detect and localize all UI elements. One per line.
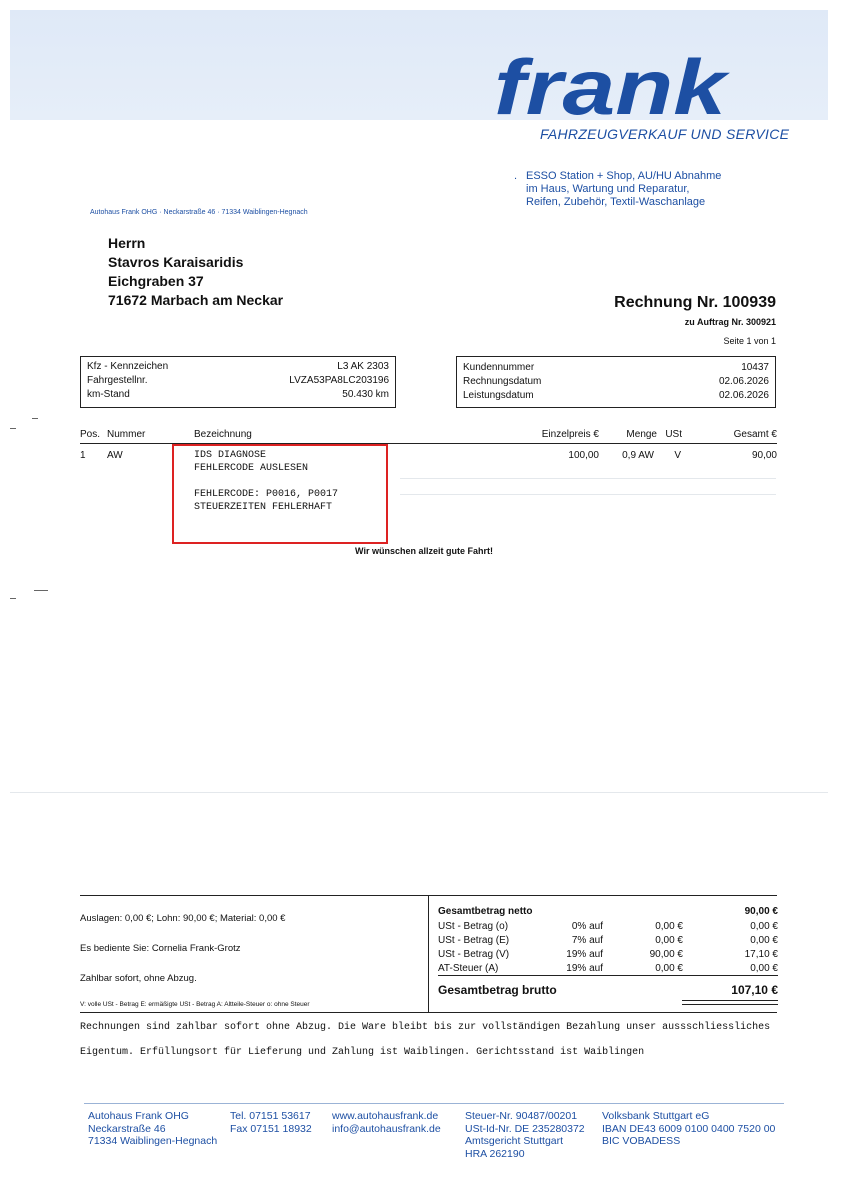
faint-line	[400, 478, 776, 479]
brutto-label: Gesamtbetrag brutto	[438, 983, 557, 997]
tax-row	[438, 921, 778, 934]
tax-label: USt - Betrag (o)	[438, 921, 509, 932]
payment-terms: Zahlbar sofort, ohne Abzug.	[80, 973, 197, 984]
customer-row	[463, 375, 769, 389]
terms-line: Eigentum. Erfüllungsort für Lieferung und Zahlung ist Waiblingen. Gerichtsstand ist Waiblingen	[80, 1047, 645, 1058]
total-brutto	[438, 983, 778, 999]
footer-text: Amtsgericht Stuttgart	[465, 1135, 564, 1147]
tax-label: USt - Betrag (V)	[438, 949, 510, 960]
recipient-line: Stavros Karaisaridis	[108, 254, 244, 270]
footer-phone	[230, 1110, 312, 1135]
customer-row	[463, 389, 769, 403]
tax-amount: 0,00 €	[750, 963, 778, 974]
row-ust: V	[674, 450, 681, 461]
vehicle-row	[87, 374, 389, 388]
customer-label: Rechnungsdatum	[463, 376, 542, 387]
footer-bank	[602, 1110, 775, 1148]
col-ust: USt	[665, 429, 682, 440]
col-gesamt: Gesamt €	[733, 429, 777, 440]
tax-base: 90,00 €	[649, 949, 683, 960]
highlight-box	[172, 444, 388, 544]
faint-line	[10, 792, 828, 793]
customer-label: Leistungsdatum	[463, 390, 534, 401]
invoice-page: Seite 1 von 1	[723, 336, 776, 346]
vehicle-value: L3 AK 2303	[337, 361, 389, 372]
tax-row	[438, 963, 778, 976]
footer-link[interactable]: info@autohausfrank.de	[332, 1122, 441, 1135]
recipient-line: Herrn	[108, 235, 146, 251]
summary-divider	[428, 896, 429, 1012]
tax-rate: 0% auf	[571, 921, 603, 932]
invoice-title: Rechnung Nr. 100939	[614, 294, 776, 311]
footer-text: Tel. 07151 53617	[230, 1110, 311, 1122]
invoice-order: zu Auftrag Nr. 300921	[684, 317, 776, 327]
tax-amount: 0,00 €	[750, 935, 778, 946]
footer-web	[332, 1110, 441, 1135]
terms-line: Rechnungen sind zahlbar sofort ohne Abzug. Die Ware bleibt bis zur vollständigen Bezahlung unser aussschliessliches	[80, 1022, 771, 1033]
double-underline	[682, 1000, 778, 1005]
footer-tax	[465, 1110, 585, 1160]
row-nummer: AW	[107, 450, 123, 461]
footer-text: Fax 07151 18932	[230, 1122, 312, 1135]
footer-text: HRA 262190	[465, 1147, 525, 1160]
customer-value: 10437	[741, 362, 769, 373]
margin-mark	[10, 598, 16, 599]
row-bezeichnung: IDS DIAGNOSE FEHLERCODE AUSLESEN FEHLERCODE: P0016, P0017 STEUERZEITEN FEHLERHAFT	[194, 450, 339, 513]
sender-line: Autohaus Frank OHG · Neckarstraße 46 · 71334 Waiblingen-Hegnach	[90, 209, 308, 216]
tax-row	[438, 949, 778, 962]
tax-label: AT-Steuer (A)	[438, 963, 499, 974]
footer-text: 71334 Waiblingen-Hegnach	[88, 1135, 218, 1147]
services-bullet: .	[514, 170, 518, 182]
tax-amount: 0,00 €	[750, 921, 778, 932]
tax-label: USt - Betrag (E)	[438, 935, 510, 946]
table-header	[80, 429, 777, 444]
vehicle-row	[87, 360, 389, 374]
services-line: ESSO Station + Shop, AU/HU Abnahme	[526, 170, 722, 182]
row-pos: 1	[80, 450, 86, 461]
slogan: FAHRZEUGVERKAUF UND SERVICE	[540, 126, 790, 142]
footer-line	[84, 1103, 784, 1104]
margin-mark	[32, 418, 38, 419]
vehicle-value: LVZA53PA8LC203196	[289, 375, 389, 386]
customer-value: 02.06.2026	[718, 376, 769, 387]
customer-row	[463, 361, 769, 375]
footer-text: IBAN DE43 6009 0100 0400 7520 00	[602, 1122, 776, 1135]
vehicle-label: Fahrgestellnr.	[87, 375, 148, 386]
margin-mark	[10, 428, 16, 429]
recipient-line: Eichgraben 37	[108, 273, 204, 289]
greeting: Wir wünschen allzeit gute Fahrt!	[355, 546, 493, 556]
footer-text: BIC VOBADESS	[602, 1135, 681, 1147]
col-einzelpreis: Einzelpreis €	[541, 429, 599, 440]
col-pos: Pos.	[80, 429, 101, 440]
services-line: im Haus, Wartung und Reparatur,	[526, 183, 690, 195]
col-menge: Menge	[626, 429, 657, 440]
vehicle-label: km-Stand	[87, 389, 130, 400]
tax-base: 0,00 €	[655, 935, 683, 946]
served-by: Es bediente Sie: Cornelia Frank-Grotz	[80, 943, 241, 954]
footer-text: Neckarstraße 46	[88, 1122, 166, 1135]
tax-base: 0,00 €	[655, 921, 683, 932]
customer-label: Kundennummer	[463, 362, 535, 373]
footer-text: Steuer-Nr. 90487/00201	[465, 1110, 578, 1122]
tax-amount: 17,10 €	[744, 949, 778, 960]
customer-value: 02.06.2026	[718, 390, 769, 401]
margin-mark	[34, 590, 48, 591]
col-nummer: Nummer	[107, 429, 146, 440]
row-gesamt: 90,00	[751, 450, 777, 461]
tax-row	[438, 935, 778, 948]
recipient-address	[108, 234, 283, 310]
tax-legend: V: volle USt - Betrag E: ermäßigte USt - Betrag A: Altteile-Steuer o: ohne Steuer	[80, 1001, 310, 1008]
row-einzelpreis: 100,00	[568, 450, 599, 461]
tax-base: 0,00 €	[655, 963, 683, 974]
footer-link[interactable]: www.autohausfrank.de	[332, 1110, 439, 1122]
footer-text: Volksbank Stuttgart eG	[602, 1110, 710, 1122]
tax-rate: 19% auf	[566, 963, 603, 974]
vehicle-box	[80, 356, 396, 408]
col-bezeichnung: Bezeichnung	[194, 429, 252, 440]
frank-logo	[490, 52, 730, 122]
netto-label: Gesamtbetrag netto	[438, 906, 533, 917]
brutto-value: 107,10 €	[731, 983, 778, 997]
summary-bottom-line	[80, 1012, 777, 1013]
vehicle-row	[87, 388, 389, 402]
netto-value: 90,00 €	[744, 906, 778, 917]
footer-text: Autohaus Frank OHG	[88, 1110, 189, 1122]
recipient-line: 71672 Marbach am Neckar	[108, 292, 284, 308]
vehicle-label: Kfz - Kennzeichen	[87, 361, 169, 372]
tax-rate: 7% auf	[571, 935, 603, 946]
total-netto	[438, 906, 778, 919]
services-line: Reifen, Zubehör, Textil-Waschanlage	[526, 196, 706, 208]
cost-breakdown: Auslagen: 0,00 €; Lohn: 90,00 €; Material: 0,00 €	[80, 913, 286, 924]
customer-box	[456, 356, 776, 408]
vehicle-value: 50.430 km	[342, 389, 389, 400]
tax-rate: 19% auf	[566, 949, 603, 960]
services-list	[514, 170, 722, 209]
footer-text: USt-Id-Nr. DE 235280372	[465, 1122, 585, 1135]
footer-company	[88, 1110, 217, 1148]
row-menge: 0,9 AW	[622, 450, 654, 461]
faint-line	[400, 494, 776, 495]
logo-text: frank	[494, 52, 730, 122]
